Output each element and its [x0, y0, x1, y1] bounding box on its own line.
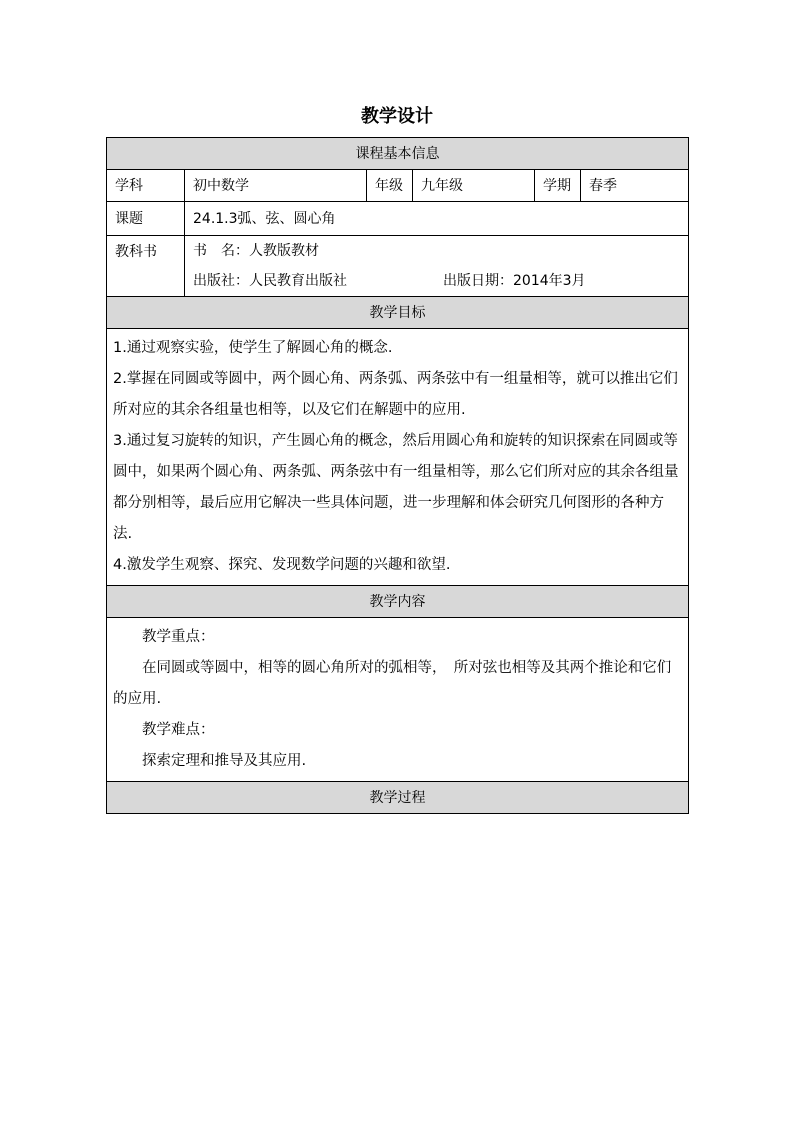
textbook-details — [185, 236, 689, 297]
topic-value: 24.1.3弧、弦、圆心角 — [185, 202, 689, 236]
info-row — [107, 170, 689, 202]
book-name: 书 名：人教版教材 — [193, 243, 319, 259]
topic-label: 课题 — [107, 202, 185, 236]
textbook-row — [107, 236, 689, 297]
subject-value: 初中数学 — [185, 170, 367, 202]
term-value: 春季 — [581, 170, 689, 202]
section-title-process: 教学过程 — [107, 782, 689, 814]
section-header-process — [107, 782, 689, 814]
goals-cell — [107, 329, 689, 586]
lesson-plan-table — [106, 137, 689, 814]
content-cell — [107, 618, 689, 782]
key-point-label: 教学重点： — [142, 629, 215, 645]
grade-value: 九年级 — [413, 170, 535, 202]
section-header-basic-info — [107, 138, 689, 170]
document-title: 教学设计 — [361, 106, 433, 127]
section-title-basic-info: 课程基本信息 — [107, 138, 689, 170]
goal-item: 1.通过观察实验，使学生了解圆心角的概念. — [113, 340, 393, 356]
publisher-line — [193, 266, 680, 296]
textbook-label: 教科书 — [107, 236, 185, 297]
publish-date: 出版日期：2014年3月 — [443, 273, 586, 289]
publisher: 出版社：人民教育出版社 — [193, 273, 347, 289]
grade-label: 年级 — [367, 170, 413, 202]
term-label: 学期 — [535, 170, 581, 202]
difficulty-label: 教学难点： — [142, 722, 215, 738]
goals-row — [107, 329, 689, 586]
topic-row — [107, 202, 689, 236]
key-point-text: 在同圆或等圆中，相等的圆心角所对的弧相等， 所对弦也相等及其两个推论和它们的应用. — [113, 660, 672, 707]
section-title-content: 教学内容 — [107, 586, 689, 618]
goal-item: 4.激发学生观察、探究、发现数学问题的兴趣和欲望. — [113, 557, 451, 573]
content-row — [107, 618, 689, 782]
section-title-goals: 教学目标 — [107, 297, 689, 329]
goal-item: 2.掌握在同圆或等圆中，两个圆心角、两条弧、两条弦中有一组量相等，就可以推出它们所对应的其余各组量也相等，以及它们在解题中的应用. — [113, 371, 678, 418]
section-header-goals — [107, 297, 689, 329]
subject-label: 学科 — [107, 170, 185, 202]
section-header-content — [107, 586, 689, 618]
goal-item: 3.通过复习旋转的知识，产生圆心角的概念，然后用圆心角和旋转的知识探索在同圆或等圆中，如果两个圆心角、两条弧、两条弦中有一组量相等，那么它们所对应的其余各组量都分别相等，最后应用它解决一些具体问题，进一步理解和体会研究几何图形的各种方法. — [113, 433, 679, 542]
difficulty-text: 探索定理和推导及其应用. — [142, 753, 307, 769]
